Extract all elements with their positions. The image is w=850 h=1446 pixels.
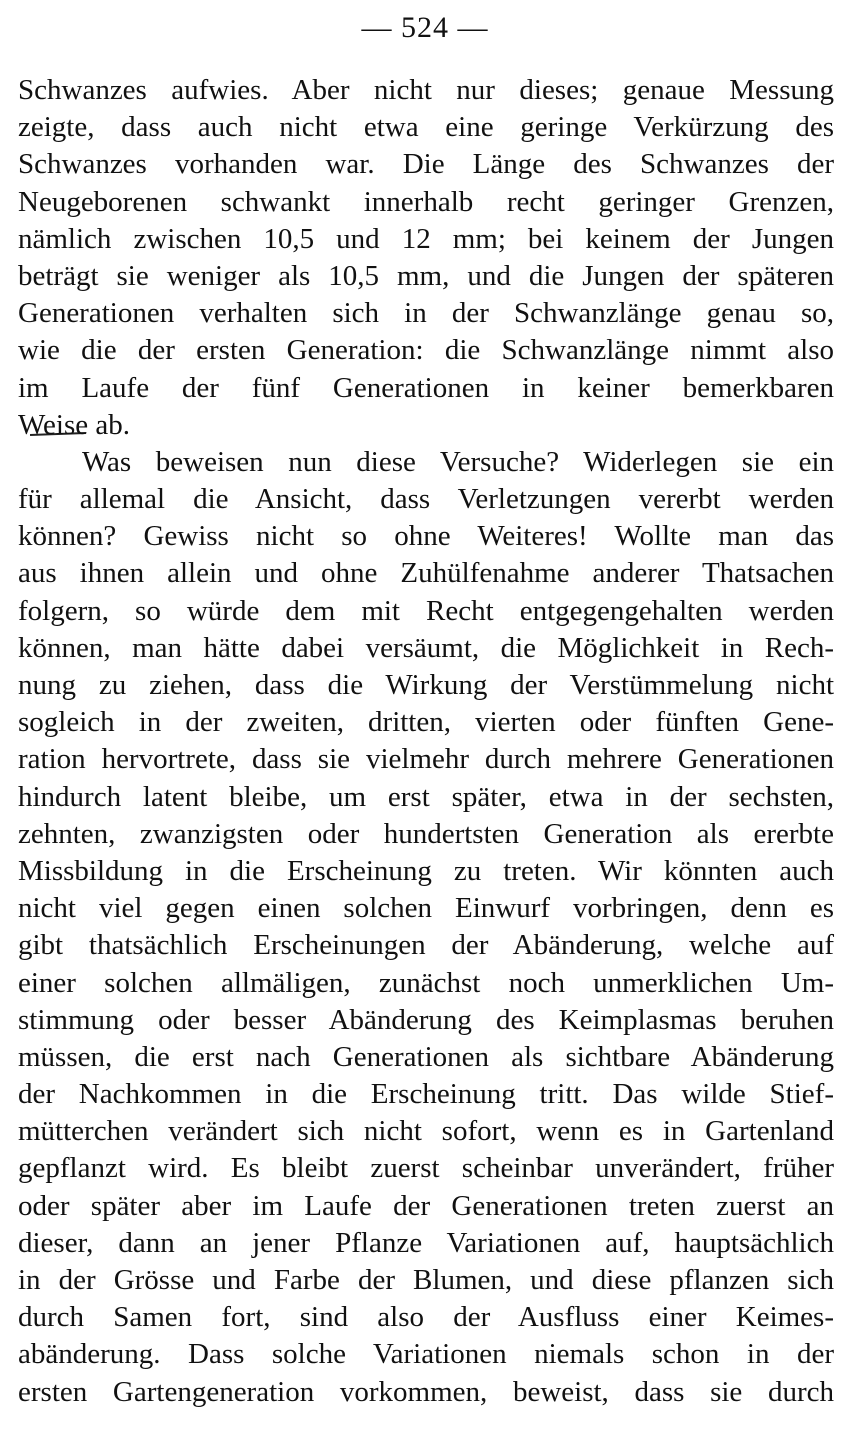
text-line: durch Samen fort, sind also der Ausfluss einer Keimes- bbox=[18, 1301, 834, 1334]
text-line: stimmung oder besser Abänderung des Keimplasmas beruhen bbox=[18, 1003, 834, 1036]
text-line: können, man hätte dabei versäumt, die Möglichkeit in Rech- bbox=[18, 631, 834, 664]
text-line: Neugeborenen schwankt innerhalb recht geringer Grenzen, bbox=[18, 185, 834, 218]
body-text bbox=[18, 72, 834, 1411]
text-line: einer solchen allmäligen, zunächst noch unmerklichen Um- bbox=[18, 966, 834, 999]
text-line: Was beweisen nun diese Versuche? Widerlegen sie ein bbox=[82, 445, 834, 478]
text-line: nung zu ziehen, dass die Wirkung der Verstümmelung nicht bbox=[18, 669, 834, 701]
text-line: der Nachkommen in die Erscheinung tritt. Das wilde Stief- bbox=[18, 1078, 834, 1111]
text-line: sogleich in der zweiten, dritten, vierten oder fünften Gene- bbox=[18, 706, 834, 739]
text-line: Schwanzes aufwies. Aber nicht nur dieses; genaue Messung bbox=[18, 74, 834, 106]
text-line: wie die der ersten Generation: die Schwanzlänge nimmt also bbox=[18, 334, 834, 367]
text-line: folgern, so würde dem mit Recht entgegengehalten werden bbox=[18, 594, 834, 627]
text-line: zehnten, zwanzigsten oder hundertsten Generation als ererbte bbox=[18, 817, 834, 850]
text-line: oder später aber im Laufe der Generationen treten zuerst an bbox=[18, 1189, 834, 1222]
page-number: — 524 — bbox=[361, 11, 489, 44]
text-line: Schwanzes vorhanden war. Die Länge des Schwanzes der bbox=[18, 148, 834, 181]
paragraph-1 bbox=[18, 72, 834, 444]
text-line: Weise ab. bbox=[18, 408, 131, 441]
text-line: nämlich zwischen 10,5 und 12 mm; bei keinem der Jungen bbox=[18, 222, 834, 255]
text-line: Generationen verhalten sich in der Schwanzlänge genau so, bbox=[18, 297, 834, 330]
text-line: nicht viel gegen einen solchen Einwurf vorbringen, denn es bbox=[18, 892, 834, 925]
paragraph-2 bbox=[18, 444, 834, 1411]
text-line: gepflanzt wird. Es bleibt zuerst scheinbar unverändert, früher bbox=[18, 1152, 834, 1185]
text-line: abänderung. Dass solche Variationen niemals schon in der bbox=[18, 1338, 834, 1371]
text-line: dieser, dann an jener Pflanze Variationen auf, hauptsächlich bbox=[18, 1226, 834, 1259]
text-line: hindurch latent bleibe, um erst später, etwa in der sechsten, bbox=[18, 780, 834, 813]
text-line: Missbildung in die Erscheinung zu treten. Wir könnten auch bbox=[18, 854, 834, 887]
text-line: ration hervortrete, dass sie vielmehr durch mehrere Generationen bbox=[18, 743, 834, 776]
text-line: mütterchen verändert sich nicht sofort, wenn es in Gartenland bbox=[18, 1115, 834, 1148]
text-line: für allemal die Ansicht, dass Verletzungen vererbt werden bbox=[18, 483, 834, 516]
text-line: ersten Gartengeneration vorkommen, beweist, dass sie durch bbox=[18, 1375, 834, 1408]
text-line: zeigte, dass auch nicht etwa eine geringe Verkürzung des bbox=[18, 111, 834, 144]
text-line: beträgt sie weniger als 10,5 mm, und die Jungen der späteren bbox=[18, 259, 834, 292]
text-line: müssen, die erst nach Generationen als sichtbare Abänderung bbox=[18, 1040, 834, 1073]
text-line: können? Gewiss nicht so ohne Weiteres! Wollte man das bbox=[18, 520, 834, 553]
text-line: gibt thatsächlich Erscheinungen der Abänderung, welche auf bbox=[18, 929, 834, 962]
text-line: in der Grösse und Farbe der Blumen, und diese pflanzen sich bbox=[18, 1264, 834, 1296]
text-line: im Laufe der fünf Generationen in keiner bemerkbaren bbox=[18, 371, 834, 404]
text-line: aus ihnen allein und ohne Zuhülfenahme anderer Thatsachen bbox=[18, 557, 834, 590]
